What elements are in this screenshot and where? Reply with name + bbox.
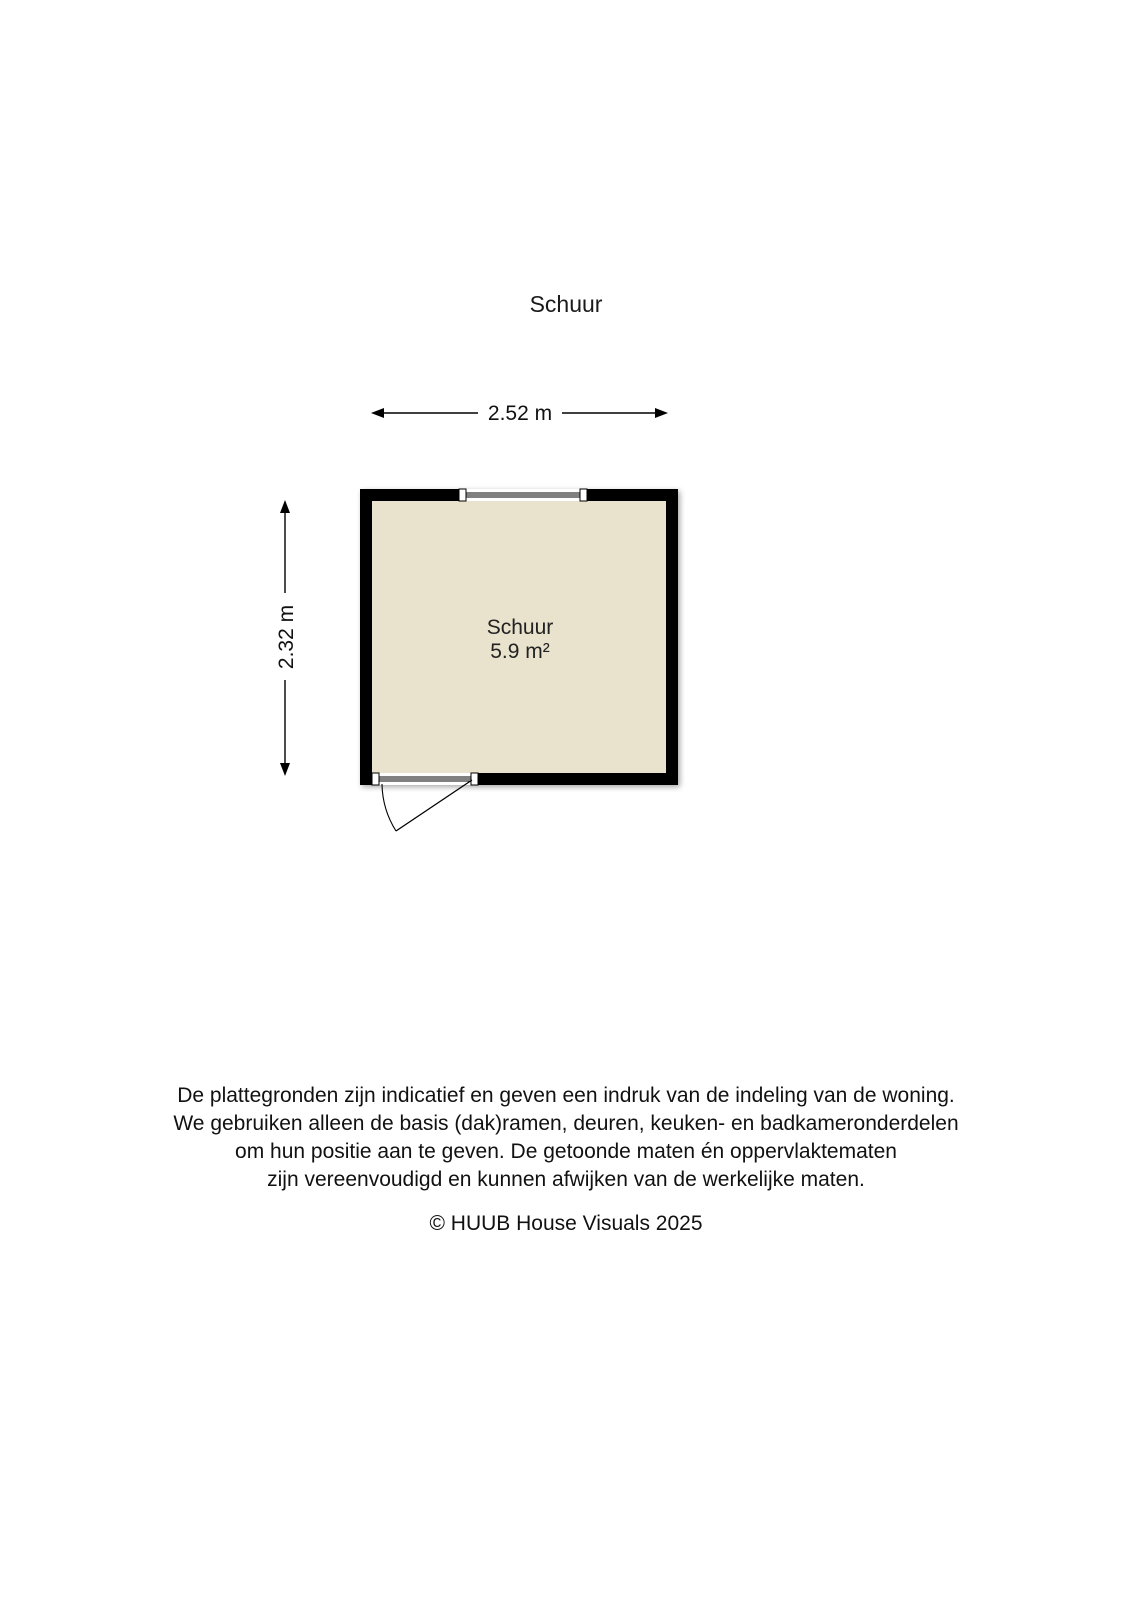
room-name: Schuur <box>486 616 554 639</box>
disclaimer-line: We gebruiken alleen de basis (dak)ramen, deuren, keuken- en badkameronderdelen <box>173 1112 959 1135</box>
width-arrow-right <box>655 408 668 418</box>
page-title: Schuur <box>529 291 603 317</box>
height-dimension <box>275 500 298 776</box>
height-dimension-label: 2.32 m <box>275 604 298 670</box>
width-dimension <box>371 402 668 425</box>
copyright-notice: © HUUB House Visuals 2025 <box>429 1212 703 1235</box>
door-bottom <box>372 773 478 831</box>
window-top <box>459 489 587 501</box>
disclaimer-line: De plattegronden zijn indicatief en geven een indruk van de indeling van de woning. <box>177 1084 955 1107</box>
door-leaf <box>396 780 472 831</box>
height-arrow-bottom <box>280 763 290 776</box>
height-arrow-top <box>280 500 290 513</box>
width-arrow-left <box>371 408 384 418</box>
door-swing-arc <box>382 784 396 831</box>
disclaimer <box>0 1082 1132 1194</box>
room-area: 5.9 m² <box>490 640 550 663</box>
disclaimer-line: zijn vereenvoudigd en kunnen afwijken van de werkelijke maten. <box>267 1168 865 1191</box>
width-dimension-label: 2.52 m <box>487 402 553 425</box>
disclaimer-line: om hun positie aan te geven. De getoonde maten én oppervlaktematen <box>235 1140 897 1163</box>
